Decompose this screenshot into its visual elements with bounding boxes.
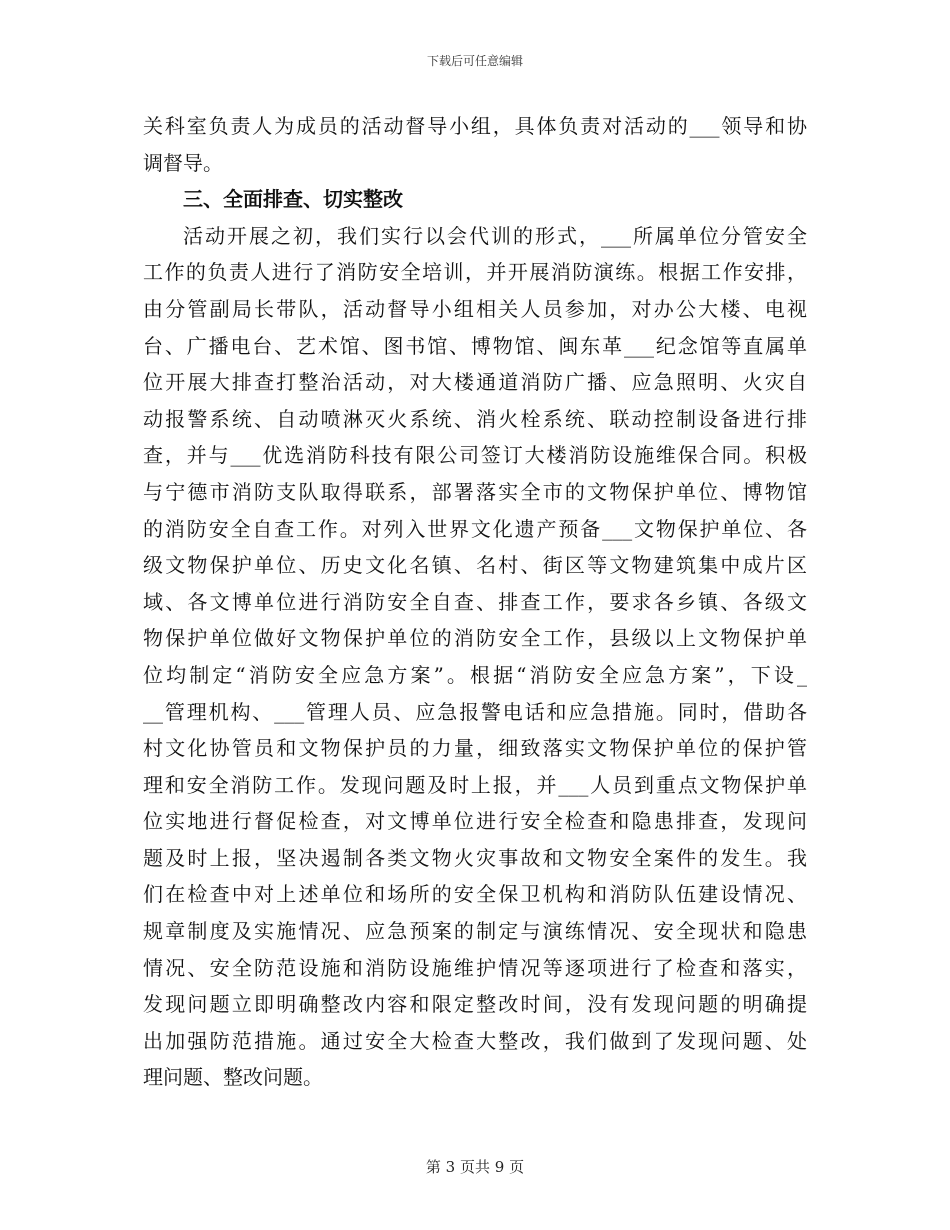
text-line: 位开展大排查打整治活动，对大楼通道消防广播、应急照明、火灾自 <box>143 370 807 395</box>
text-line: 级文物保护单位、历史文化名镇、名村、街区等文物建筑集中成片区 <box>143 553 807 578</box>
text-line: 调督导。 <box>143 150 223 175</box>
text-line: 情况、安全防范设施和消防设施维护情况等逐项进行了检查和落实， <box>143 955 807 980</box>
paragraph-2 <box>143 218 807 1096</box>
text-line: 域、各文博单位进行消防安全自查、排查工作，要求各乡镇、各级文 <box>143 589 807 614</box>
text-line: 理问题、整改问题。 <box>143 1065 323 1090</box>
text-line: __管理机构、___管理人员、应急报警电话和应急措施。同时，借助各 <box>143 699 807 724</box>
page-header: 下载后可任意编辑 <box>426 54 523 68</box>
text-line: 由分管副局长带队，活动督导小组相关人员参加，对办公大楼、电视 <box>143 296 807 321</box>
text-line: 工作的负责人进行了消防安全培训，并开展消防演练。根据工作安排， <box>143 260 807 285</box>
text-line: 规章制度及实施情况、应急预案的制定与演练情况、安全现状和隐患 <box>143 919 807 944</box>
paragraph-1 <box>143 108 807 181</box>
text-line: 出加强防范措施。通过安全大检查大整改，我们做到了发现问题、处 <box>143 1028 807 1053</box>
document-body <box>143 108 807 1096</box>
text-line: 活动开展之初，我们实行以会代训的形式，___所属单位分管安全 <box>183 223 807 248</box>
text-line: 的消防安全自查工作。对列入世界文化遗产预备___文物保护单位、各 <box>143 516 807 541</box>
text-line: 台、广播电台、艺术馆、图书馆、博物馆、闽东革___纪念馆等直属单 <box>143 333 807 358</box>
text-line: 关科室负责人为成员的活动督导小组，具体负责对活动的___领导和协 <box>143 114 807 138</box>
text-line: 位均制定“消防安全应急方案”。根据“消防安全应急方案”，下设_ <box>143 662 807 687</box>
text-line: 们在检查中对上述单位和场所的安全保卫机构和消防队伍建设情况、 <box>143 882 807 907</box>
text-line: 发现问题立即明确整改内容和限定整改时间，没有发现问题的明确提 <box>143 992 807 1017</box>
section-heading: 三、全面排查、切实整改 <box>183 187 403 212</box>
text-line: 物保护单位做好文物保护单位的消防安全工作，县级以上文物保护单 <box>143 626 807 651</box>
page-footer: 第 3 页共 9 页 <box>425 1158 525 1176</box>
text-line: 查，并与___优选消防科技有限公司签订大楼消防设施维保合同。积极 <box>143 443 807 468</box>
text-line: 动报警系统、自动喷淋灭火系统、消火栓系统、联动控制设备进行排 <box>143 406 807 431</box>
text-line: 理和安全消防工作。发现问题及时上报，并___人员到重点文物保护单 <box>143 772 807 797</box>
text-line: 题及时上报，坚决遏制各类文物火灾事故和文物安全案件的发生。我 <box>143 845 807 870</box>
text-line: 村文化协管员和文物保护员的力量，细致落实文物保护单位的保护管 <box>143 736 807 761</box>
text-line: 位实地进行督促检查，对文博单位进行安全检查和隐患排查，发现问 <box>143 809 807 834</box>
text-line: 与宁德市消防支队取得联系，部署落实全市的文物保护单位、博物馆 <box>143 479 807 504</box>
